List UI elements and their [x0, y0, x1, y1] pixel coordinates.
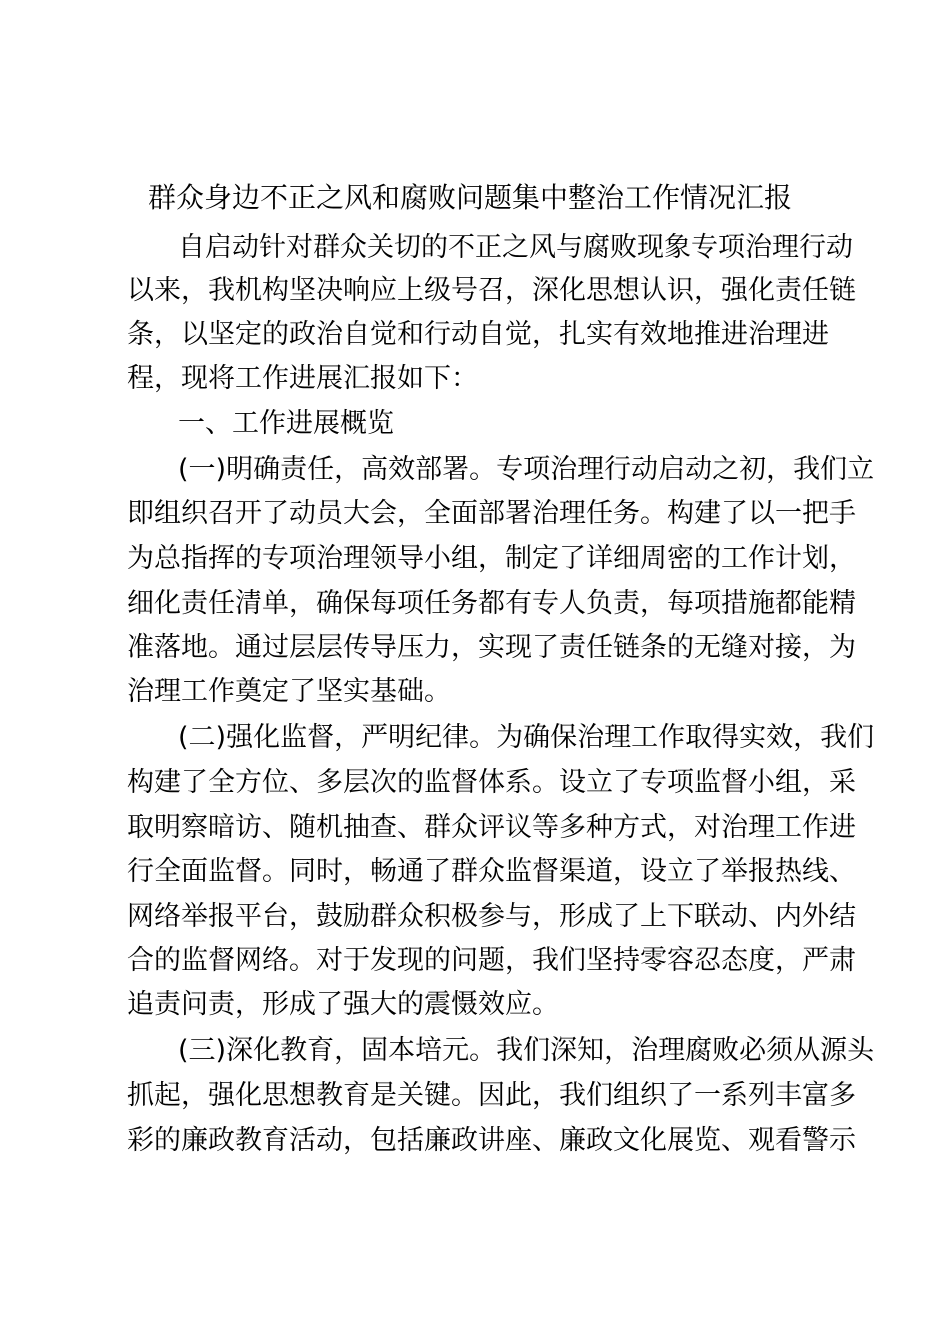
paragraph-line: 准落地。通过层层传导压力，实现了责任链条的无缝对接，为 — [127, 632, 856, 663]
paragraph-line: 即组织召开了动员大会，全面部署治理任务。构建了以一把手 — [127, 498, 856, 529]
paragraph-line: 为总指挥的专项治理领导小组，制定了详细周密的工作计划， — [127, 543, 856, 574]
document-title: 群众身边不正之风和腐败问题集中整治工作情况汇报 — [148, 181, 793, 214]
paragraph-line: 追责问责，形成了强大的震慑效应。 — [127, 989, 559, 1020]
paragraph-line: 构建了全方位、多层次的监督体系。设立了专项监督小组，采 — [127, 767, 856, 798]
paragraph-line: 程，现将工作进展汇报如下： — [127, 363, 478, 394]
paragraph-line: 条，以坚定的政治自觉和行动自觉，扎实有效地推进治理进 — [127, 319, 829, 350]
paragraph-line: 网络举报平台，鼓励群众积极参与，形成了上下联动、内外结 — [127, 901, 856, 932]
paragraph-line: 取明察暗访、随机抽查、群众评议等多种方式，对治理工作进 — [127, 812, 856, 843]
paragraph-line: (三)深化教育，固本培元。我们深知，治理腐败必须从源头 — [178, 1035, 875, 1066]
paragraph-line: (一)明确责任，高效部署。专项治理行动启动之初，我们立 — [178, 454, 875, 485]
paragraph-line: (二)强化监督，严明纪律。为确保治理工作取得实效，我们 — [178, 722, 875, 753]
paragraph-line: 治理工作奠定了坚实基础。 — [127, 676, 451, 707]
paragraph-line: 细化责任清单，确保每项任务都有专人负责，每项措施都能精 — [127, 588, 856, 619]
paragraph-line: 抓起，强化思想教育是关键。因此，我们组织了一系列丰富多 — [127, 1080, 856, 1111]
paragraph-line: 合的监督网络。对于发现的问题，我们坚持零容忍态度，严肃 — [127, 945, 856, 976]
paragraph-line: 行全面监督。同时，畅通了群众监督渠道，设立了举报热线、 — [127, 856, 856, 887]
paragraph-line: 自启动针对群众关切的不正之风与腐败现象专项治理行动 — [178, 232, 853, 263]
section-heading: 一、工作进展概览 — [178, 408, 394, 439]
paragraph-line: 以来，我机构坚决响应上级号召，深化思想认识，强化责任链 — [127, 275, 856, 306]
paragraph-line: 彩的廉政教育活动，包括廉政讲座、廉政文化展览、观看警示 — [127, 1125, 856, 1156]
